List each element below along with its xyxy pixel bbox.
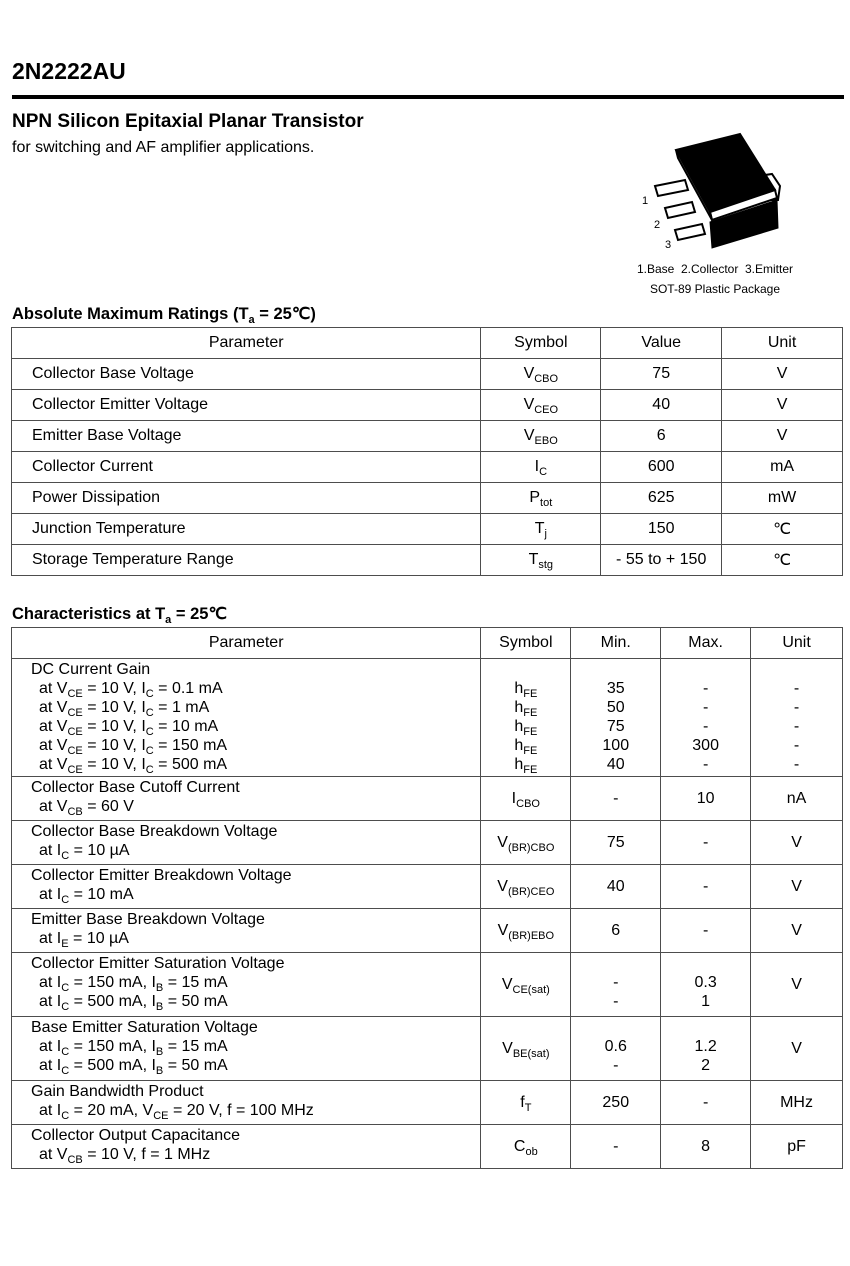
row-symbol: $T_j$ — [481, 514, 601, 545]
vbrebo-parameter: Emitter Base Breakdown Voltage at $I_E = 10$ µA — [12, 909, 481, 953]
vbrceo-max: - — [661, 865, 751, 909]
vbesat-min: 0.6 - — [571, 1017, 661, 1081]
vbrcbo-symbol: $V_{(BR)CBO}$ — [481, 821, 571, 865]
row-parameter: Junction Temperature — [12, 514, 481, 545]
vbesat-unit: V — [751, 1017, 843, 1081]
icbo-symbol: $I_{CBO}$ — [481, 777, 571, 821]
icbo-parameter: Collector Base Cutoff Current at $V_{CB} = 60$ V — [12, 777, 481, 821]
row-value: 150 — [601, 514, 722, 545]
header-parameter: Parameter — [12, 628, 481, 659]
row-symbol: $V_{CBO}$ — [481, 359, 601, 390]
pin-caption: 1.Base 2.Collector 3.Emitter — [636, 262, 794, 276]
table-row — [12, 1125, 843, 1169]
vbesat-symbol: $V_{BE(sat)}$ — [481, 1017, 571, 1081]
table-row — [12, 865, 843, 909]
vbrceo-symbol: $V_{(BR)CEO}$ — [481, 865, 571, 909]
header-parameter: Parameter — [12, 328, 481, 359]
table-row — [12, 545, 843, 576]
header-value: Value — [601, 328, 722, 359]
table-row — [12, 1081, 843, 1125]
table-row — [12, 659, 843, 777]
ft-parameter: Gain Bandwidth Product at $I_C = 20$ mA, $V_{CE} = 20$ V, f = 100 MHz — [12, 1081, 481, 1125]
abs-max-title: Absolute Maximum Ratings ($T_a$ = 25℃) — [12, 305, 316, 326]
device-subtitle: NPN Silicon Epitaxial Planar Transistor — [12, 111, 364, 132]
ft-max: - — [661, 1081, 751, 1125]
row-value: 6 — [601, 421, 722, 452]
cob-symbol: $C_{ob}$ — [481, 1125, 571, 1169]
ft-min: 250 — [571, 1081, 661, 1125]
row-parameter: Storage Temperature Range — [12, 545, 481, 576]
row-symbol: $V_{CEO}$ — [481, 390, 601, 421]
row-parameter: Power Dissipation — [12, 483, 481, 514]
icbo-min: - — [571, 777, 661, 821]
table-header-row — [12, 328, 843, 359]
row-value: - 55 to + 150 — [601, 545, 722, 576]
header-unit: Unit — [722, 328, 843, 359]
package-caption: SOT-89 Plastic Package — [649, 282, 781, 296]
vbrebo-max: - — [661, 909, 751, 953]
ft-unit: MHz — [751, 1081, 843, 1125]
part-number: 2N2222AU — [12, 58, 126, 84]
vbrebo-symbol: $V_{(BR)EBO}$ — [481, 909, 571, 953]
table-row — [12, 514, 843, 545]
characteristics-title: Characteristics at $T_a$ = 25℃ — [12, 605, 227, 626]
cob-max: 8 — [661, 1125, 751, 1169]
vbrcbo-unit: V — [751, 821, 843, 865]
vbesat-max: 1.2 2 — [661, 1017, 751, 1081]
vcesat-min: - - — [571, 953, 661, 1017]
row-parameter: Collector Current — [12, 452, 481, 483]
row-parameter: Collector Base Voltage — [12, 359, 481, 390]
param-name: DC Current Gain — [31, 661, 151, 678]
vbrcbo-min: 75 — [571, 821, 661, 865]
table-row — [12, 909, 843, 953]
vbrceo-unit: V — [751, 865, 843, 909]
row-unit: ℃ — [722, 514, 843, 545]
vbrcbo-parameter: Collector Base Breakdown Voltage at $I_C = 10$ µA — [12, 821, 481, 865]
vbrceo-min: 40 — [571, 865, 661, 909]
vbrebo-min: 6 — [571, 909, 661, 953]
row-value: 625 — [601, 483, 722, 514]
row-symbol: $P_{tot}$ — [481, 483, 601, 514]
table-header-row — [12, 628, 843, 659]
vcesat-parameter: Collector Emitter Saturation Voltage at $I_C = 150$ mA, $I_B = 15$ mA at $I_C = 500$ mA, $I_B = 50$ mA — [12, 953, 481, 1017]
cob-min: - — [571, 1125, 661, 1169]
row-parameter: Emitter Base Voltage — [12, 421, 481, 452]
vbrcbo-max: - — [661, 821, 751, 865]
row-value: 600 — [601, 452, 722, 483]
param-condition: at $V_{CE} = 10$ V, $I_C = 0.1$ mA — [39, 680, 223, 700]
cob-parameter: Collector Output Capacitance at $V_{CB} = 10$ V, f = 1 MHz — [12, 1125, 481, 1169]
vcesat-unit: V — [751, 953, 843, 1017]
icbo-unit: nA — [751, 777, 843, 821]
pin-2-number: 2 — [654, 219, 661, 231]
pin-3-number: 3 — [665, 239, 672, 251]
header-symbol: Symbol — [481, 328, 601, 359]
row-symbol: $V_{EBO}$ — [481, 421, 601, 452]
table-row — [12, 953, 843, 1017]
dc-gain-min: 35 50 75 100 40 — [571, 659, 661, 777]
pin-1-number: 1 — [642, 195, 649, 207]
row-unit: mA — [722, 452, 843, 483]
vcesat-max: 0.3 1 — [661, 953, 751, 1017]
cob-unit: pF — [751, 1125, 843, 1169]
row-unit: ℃ — [722, 545, 843, 576]
param-condition: at $V_{CE} = 10$ V, $I_C = 10$ mA — [39, 718, 219, 738]
device-description: for switching and AF amplifier applications. — [12, 139, 315, 156]
row-unit: mW — [722, 483, 843, 514]
table-row — [12, 452, 843, 483]
dc-gain-parameter — [12, 659, 481, 777]
row-unit: V — [722, 421, 843, 452]
table-row — [12, 359, 843, 390]
header-rule — [12, 95, 844, 99]
row-value: 75 — [601, 359, 722, 390]
row-symbol: $T_{stg}$ — [481, 545, 601, 576]
row-unit: V — [722, 359, 843, 390]
row-value: 40 — [601, 390, 722, 421]
vcesat-symbol: $V_{CE(sat)}$ — [481, 953, 571, 1017]
dc-gain-unit: - - - - - — [751, 659, 843, 777]
table-row — [12, 777, 843, 821]
table-row — [12, 1017, 843, 1081]
param-condition: at $V_{CE} = 10$ V, $I_C = 1$ mA — [39, 699, 210, 719]
param-condition: at $V_{CE} = 10$ V, $I_C = 500$ mA — [39, 756, 228, 776]
dc-gain-max: - - - 300 - — [661, 659, 751, 777]
vbrebo-unit: V — [751, 909, 843, 953]
icbo-max: 10 — [661, 777, 751, 821]
header-min: Min. — [571, 628, 661, 659]
table-row — [12, 421, 843, 452]
vbrceo-parameter: Collector Emitter Breakdown Voltage at $I_C = 10$ mA — [12, 865, 481, 909]
dc-gain-symbols: $h_{FE}$ $h_{FE}$ $h_{FE}$ $h_{FE}$ $h_{FE}$ — [481, 659, 571, 777]
row-unit: V — [722, 390, 843, 421]
row-parameter: Collector Emitter Voltage — [12, 390, 481, 421]
abs-max-table — [11, 327, 843, 576]
row-symbol: $I_C$ — [481, 452, 601, 483]
vbesat-parameter: Base Emitter Saturation Voltage at $I_C = 150$ mA, $I_B = 15$ mA at $I_C = 500$ mA, $I_B = 50$ mA — [12, 1017, 481, 1081]
characteristics-table — [11, 627, 843, 1169]
table-row — [12, 390, 843, 421]
table-row — [12, 821, 843, 865]
sot-89-package-icon — [630, 128, 810, 258]
param-condition: at $V_{CE} = 10$ V, $I_C = 150$ mA — [39, 737, 228, 757]
table-row — [12, 483, 843, 514]
header-symbol: Symbol — [481, 628, 571, 659]
header-unit: Unit — [751, 628, 843, 659]
ft-symbol: $f_T$ — [481, 1081, 571, 1125]
header-max: Max. — [661, 628, 751, 659]
